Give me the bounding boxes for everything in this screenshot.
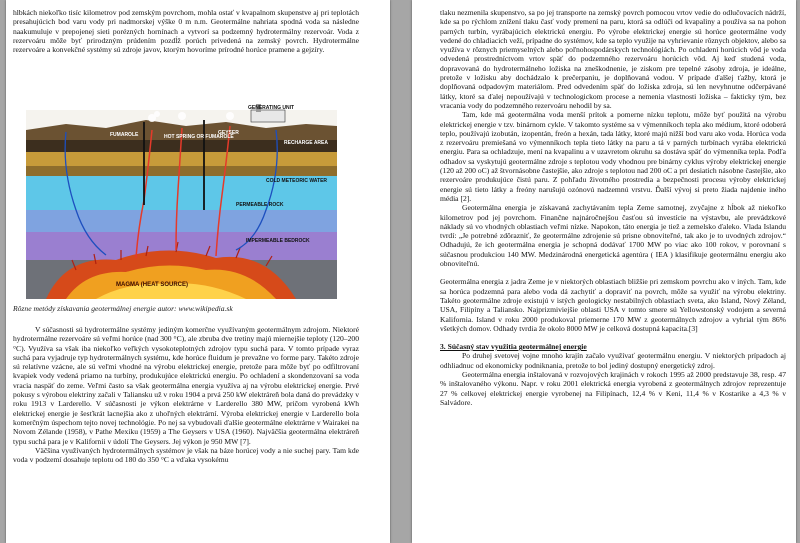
label-generating-unit: GENERATING UNIT — [248, 105, 295, 111]
right-paragraph-4: Geotermálna energia z jadra Zeme je v niektorých oblastiach bližšie pri zemskom povrchu ako v iných. Tam, kde sa horúca podzemná para alebo voda dá zachytiť a dopraviť na povrch, môže sa využiť na výrobu elektriny. Takéto geotermálne zdroje existujú v istých geologicky nestabilných oblastiach sveta, ako Island, Nový Zéland, USA, Filipíny a Taliansko. Najprizmiviejšie oblasti USA v tomto smere sú Yellowstonský vodojem a severná Kalifornia. Island v roku 2000 produkoval priemerne 170 MW z geotermálnych zdrojov a vyhrial tým 86% všetkých domov. Odhady tvrdia že okolo 8000 MW je celková dostupná kapacita.[3] — [440, 277, 786, 333]
right-paragraph-5: Po druhej svetovej vojne mnoho krajín začalo využívať geotermálnu energiu. V niektorých prípadoch aj odhliadnuc od ekonomicky podniknania, pretože to bol jediný dostupný energetický zdroj. — [440, 351, 786, 370]
body-paragraph-2: Väčšina využívaných hydrotermálnych systémov je však na báze horúcej vody a nie suchej pary. Tam kde voda v podzemí dosahuje teplotu od 180 do 350 °C a vďaka vysokému — [13, 445, 359, 465]
label-hot-spring: HOT SPRING OR FUMAROLE — [164, 134, 234, 140]
right-body-text — [440, 8, 786, 543]
body-paragraph: V súčasnosti sú hydrotermálne systémy jediným komerčne využívaným geotermálnym zdrojom. Niektoré hydrotermálne rezervoáre sú veľmi horúce (nad 300 °C), ale zbruba dve tretiny majú miernejšie teploty (120–200 °C). Využíva sa však iba niekoľko veľkých vysokoteplotných zdrojov typu suchá para. V tomto prípade vyraz suchá para vyjadruje typ hydrotermálnych systému, kde horúce fluidum je prevažne vo forme pary. Takéto zdroje sú relatívne vzácne, ale sú veľmi vhodné na výrobu elektrickej energie, pretože para môže byť po odfiltrovaní kvapiek vody vedená priamo na turbíny, produkujúce elektrickú energiu. Po ochladení a skondenzovaní sa voda vracia naspäť do zeme. Veľmi často sa však geotermálna energia využíva aj na výrobu elektrickej energie. Prvé pokusy s výrobou elektriny začali v Taliansku už v roku 1904 a prvá 250 kW elektráreň bola daná do prevádzky v roku 1913 v Larderello. V súčasnosti je výkon elektrárne v Larderello 380 MW, pričom vyrobená kWh elektrickej energie je šesťkrát lacnejšia ako z uhoľných elektrární. Výroba elektrickej energie v Larderello bola komerčným úspechom tejto novej technológie. Po nej sa vybudovali ďalšie geotermálne elektrárne v Wairakei na Novom Zélande (1958), v Pathe Mexiku (1959) a The Geysers v USA (1960). Najväčšia geotermálna elektráreň typu suchá para je v Kalifornii v údolí The Geysers. Jej výkon je 950 MW [7]. — [13, 325, 359, 446]
label-recharge-area: RECHARGE AREA — [284, 140, 328, 146]
label-permeable-rock: PERMEABLE ROCK — [236, 202, 284, 208]
geothermal-diagram — [26, 105, 337, 299]
label-impermeable-bedrock: IMPERMEABLE BEDROCK — [246, 238, 310, 244]
geothermal-diagram-figure — [26, 105, 337, 299]
label-geyser: GEYSER — [218, 130, 239, 136]
intro-paragraph-text: hlbkách niekoľko tisíc kilometrov pod zemským povrchom, mohla ostať v kvapalnom skupenstve aj pri teplotách presahujúcich bod varu vody pri nadmorskej výške 0 m n.m. Geotermálne nahriata spodná voda sa následne naakumuluje v prepojenej sieti porézných hornínach a vytvorí sa podzemný hydrotermálny rezervoár. Voda z rezervoáru môže byť prirodzným prúdením pozdĺž porúch privedená na zemský povrch. Hydrotermálne rezervoáre a konvekčné systémy sú zdroje javov, ktorým hovoríme prírodné horúce pramene a gejzíry. — [13, 8, 359, 55]
label-fumarole: FUMAROLE — [110, 132, 139, 138]
label-cold-meteoric-water: COLD METEORIC WATER — [266, 178, 328, 184]
right-paragraph-6: Geotermálna energia inštalovaná v rozvojových krajinách v rokoch 1995 až 2000 predstavuje 38, resp. 47 % inštalovaného výkonu. Napr. v roku 2001 elektrická energia vyrobená z geotermálnych zdrojov reprezentuje 27 % celkovej elektrickej energie vyrobenej na Filipínach, 12,4 % v Keni, 11,4 % v Kostarike a 4,3 % v Salvádore. — [440, 369, 786, 407]
section-heading: 3. Súčasný stav využitia geotermálnej energie — [440, 342, 587, 352]
document-page-left — [6, 0, 390, 543]
document-page-right — [412, 0, 796, 543]
figure-caption: Rôzne metódy získavania geotermálnej energie autor: www.wikipedia.sk — [13, 304, 233, 313]
right-paragraph-3: Geotermálna energia je získavaná zachytávaním tepla Zeme samotnej, zvyčajne z hĺbok až niekoľko kilometrov pod jej povrchom. Finančne najnáročnejšou časťou sú investície na výstavbu, ale prevádzkové náklady sú vo vhodných oblastiach veľmi nízke. Napokon, táto energia je tiež a zemelsko ďaleko. Vlada Islandu tvrdí: „Je potrebné zdôrazniť, že geotermálne zdrojenie sú prisne obnoviteľné, tak ako je to uvodných zdrojov.“ Odhadujú, že ich geotermálna energia je schopná dodávať 1700 MW po viac ako 100 rokov, v porovnaní s súčasnou produkciou 140 MW. Medzinárodná energetická agentúra ( IEA ) klasifikuje geotermálnu energiu ako obnoviteľnú. — [440, 203, 786, 269]
right-paragraph-2: Tam, kde má geotermálna voda menší prítok a pomerne nízku teplotu, môže byť použitá na výrobu elektrickej energie v tzv. binárnom cykle. V takomto systéme sa v výmenníkoch tepla ako médium, ktoré odoberá teplo, používajú izobután, izopentán, freón a hexán, tada látky, ktoré majú nižší bod varu ako voda. Horúca voda z rezervoáru premiešaná vo výmenníkoch tepla tieto látky na paru a tá v parných turbínach vyrába elektrickú energiu. Para sa ochladzuje, mení na kvapalinu a v uzavretom okruhu sa dostáva späť do výmenníka tepla. Podľa odhadov sa vyskytujú geotermálne zdroje s teplotou vody vhodnou pre binárny cyklus výroby elektrickej energie (120 až 200 oC) až štvornásobne častejšie, ako zdroje s teplotou nad 200 oC a pri desiatich násobne častejšie, ako rezervoáre produkujúce čistú paru. Z pohľadu životného prostredia a bezpečnosti procesu výroby elektrickej energie sú tieto látky a freóny narušujú ozónovú nadzemnú vrstvu. Ďalší vývoj si preto žiada najdenie iného média [2]. — [440, 110, 786, 203]
intro-paragraph — [13, 8, 359, 104]
label-magma: MAGMA (HEAT SOURCE) — [116, 282, 188, 288]
right-paragraph-1: tlaku nezmenila skupenstvo, sa po jej transporte na zemský povrch pomocou vrtov vedie do odlučovacích nádrží, kde sa po rýchlom znížení tlaku časť vody premení na paru, ktorá sa odlúči od kvapaliny a používa sa na pohon parných turbín, vyrábajúcich elektrickú energiu. Po výrobe elektrickej energie sú horúce geotermálne vody vedené do chladiacich veží, prípadne do systémov, kde sa teplo využije na vyhrievanie rôznych objektov, alebo sa využíva v rôznych priemyselných alebo poľnohospodárskych technológiách. Po ochladení horúcich vôd je voda odvedená prostredníctvom vrtov späť do podzemného rezervoáru horúcich vôd. Aj keď studená voda, dopravovaná do hydrotermálneho ložiska na zneškodnenie, je ziskom pre tepelné zásoby zdroja, je ideálne, pretože v ložisku aby dochádzalo k prečerpaniu, je doplňovaná vodou. V prípade ďalšej ťažby, ktorá je doplňovaná odpadovým materiálom. Pred odvedením späť do ložiska zdroja, sú len nevyhnutne odčerpávané látky, ktoré sa ďalej nepoužívajú v technologickom procese a nemenia vlastnosti ložiska – fakticky tým, bez vracania vody do podzemného rezervoáru nehodil by sa. — [440, 8, 786, 110]
left-body-text — [13, 325, 359, 541]
